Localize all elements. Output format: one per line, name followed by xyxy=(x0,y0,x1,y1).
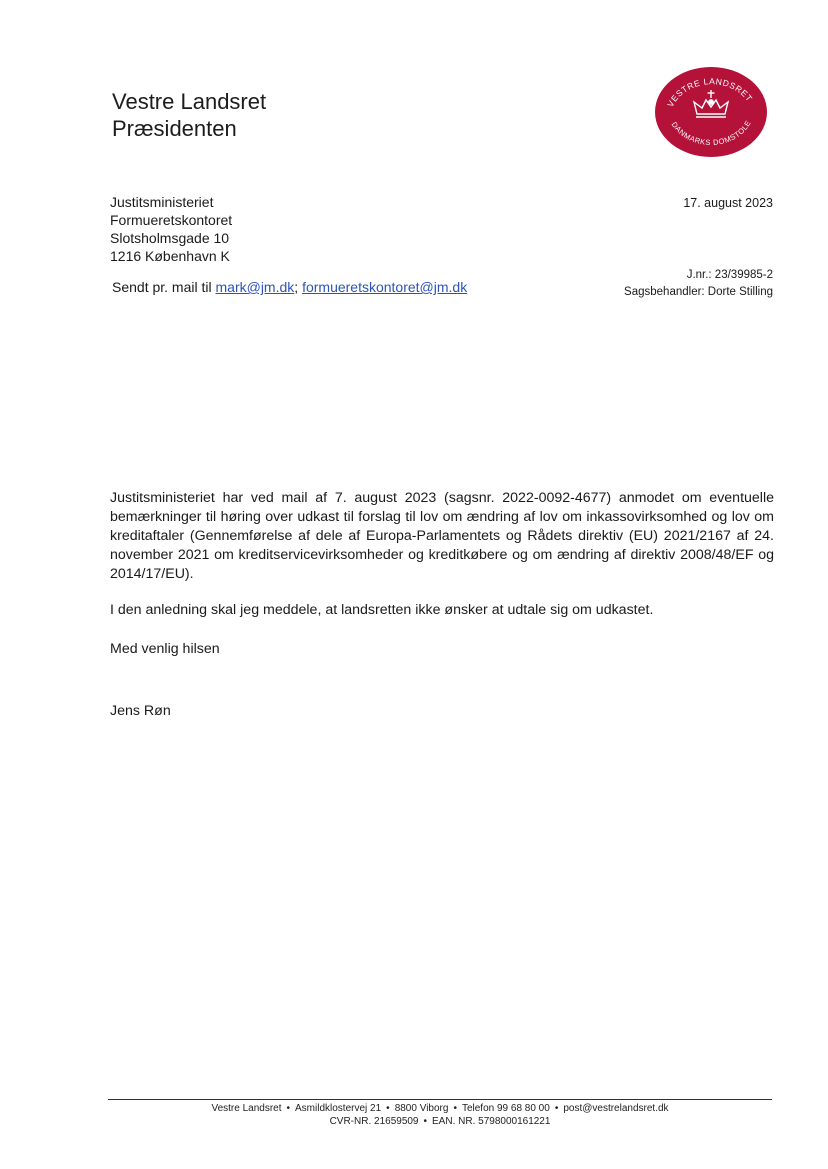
court-seal-logo xyxy=(654,66,768,158)
closing-greeting: Med venlig hilsen xyxy=(110,641,220,657)
body-paragraph-2: I den anledning skal jeg meddele, at landsretten ikke ønsker at udtale sig om udkastet. xyxy=(110,602,654,618)
footer-phone: Telefon 99 68 80 00 xyxy=(461,1103,550,1114)
body-paragraph-1: Justitsministeriet har ved mail af 7. august 2023 (sagsnr. 2022-0092-4677) anmodet om eventuelle bemærkninger til høring over udkast til forslag til lov om ændring af lov om inkassovirksomhed og lov om kreditaftaler (Gennemførelse af dele af Europa-Parlamentets og Rådets direktiv (EU) 2021/2167 af 24. november 2021 om kreditservicevirksomheder og kreditkøbere og om ændring af direktiv 2008/48/EF og 2014/17/EU). xyxy=(110,490,774,582)
case-handler: Sagsbehandler: Dorte Stilling xyxy=(624,286,773,298)
footer-line-1 xyxy=(108,1102,772,1115)
signature-name: Jens Røn xyxy=(110,703,171,719)
bullet-icon: • xyxy=(554,1103,559,1114)
seal-bottom-text: DANMARKS DOMSTOLE xyxy=(669,118,753,148)
recipient-address xyxy=(110,193,232,265)
footer-cvr: CVR-NR. 21659509 xyxy=(329,1116,419,1127)
letterhead xyxy=(112,88,266,142)
footer-ean: EAN. NR. 5798000161221 xyxy=(432,1116,551,1127)
footer-address: Asmildklostervej 21 xyxy=(295,1103,382,1114)
recipient-line: Slotsholmsgade 10 xyxy=(110,230,230,246)
journal-number: J.nr.: 23/39985-2 xyxy=(686,269,773,281)
bullet-icon: • xyxy=(453,1103,457,1114)
email-link-mark[interactable]: mark@jm.dk xyxy=(215,279,295,295)
footer xyxy=(108,1102,772,1128)
footer-name: Vestre Landsret xyxy=(211,1103,282,1114)
footer-email[interactable]: post@vestrelandsret.dk xyxy=(563,1103,669,1114)
footer-line-2 xyxy=(108,1115,772,1128)
sent-by-mail-line xyxy=(112,279,467,295)
email-separator: ; xyxy=(294,279,303,295)
court-name: Vestre Landsret xyxy=(112,89,267,114)
bullet-icon: • xyxy=(386,1103,390,1114)
sent-prefix: Sendt pr. mail til xyxy=(112,279,216,295)
footer-divider xyxy=(108,1099,772,1100)
recipient-line: 1216 København K xyxy=(110,248,230,264)
recipient-line: Justitsministeriet xyxy=(110,194,214,210)
email-link-formueret[interactable]: formueretskontoret@jm.dk xyxy=(302,279,468,295)
recipient-line: Formueretskontoret xyxy=(110,212,233,228)
seal-top-text: VESTRE LANDSRET xyxy=(665,76,755,109)
case-references xyxy=(624,267,773,301)
footer-city: 8800 Viborg xyxy=(394,1103,449,1114)
office-title: Præsidenten xyxy=(112,116,237,141)
letter-date: 17. august 2023 xyxy=(683,196,773,210)
bullet-icon: • xyxy=(286,1103,291,1114)
bullet-icon: • xyxy=(423,1116,428,1127)
